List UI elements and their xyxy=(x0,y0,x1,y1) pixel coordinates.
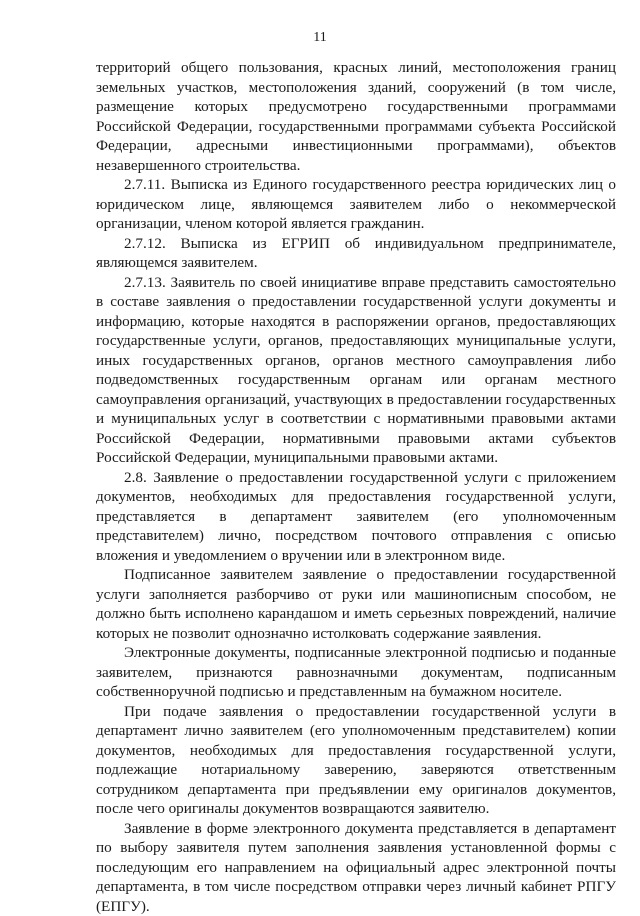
paragraph-electronic-application: Заявление в форме электронного документа представляется в департамент по выбору заявителя путем заполнения заявления установленной формы с последующим его направлением на официальный адрес электронной почты департамента, в том числе посредством отправки через личный кабинет РПГУ (ЕПГУ). xyxy=(96,819,616,916)
document-body xyxy=(96,58,616,916)
paragraph-signed-application: Подписанное заявителем заявление о предоставлении государственной услуги заполняется разборчиво от руки или машинописным способом, не должно быть исполнено карандашом и иметь серьезных повреждений, наличие которых не позволит однозначно истолковать содержание заявления. xyxy=(96,565,616,643)
paragraph-in-person-submission: При подаче заявления о предоставлении государственной услуги в департамент лично заявителем (его уполномоченным представителем) копии документов, необходимых для предоставления государственной услуги, подлежащие нотариальному заверению, заверяются ответственным сотрудником департамента при предъявлении ему оригиналов документов, после чего оригиналы документов возвращаются заявителю. xyxy=(96,702,616,819)
paragraph-2-7-11: 2.7.11. Выписка из Единого государственного реестра юридических лиц о юридическом лице, являющемся заявителем либо о некоммерческой организации, членом которой является гражданин. xyxy=(96,175,616,234)
paragraph-electronic-documents: Электронные документы, подписанные электронной подписью и поданные заявителем, признаются равнозначными документам, подписанным собственноручной подписью и представленным на бумажном носителе. xyxy=(96,643,616,702)
page-number: 11 xyxy=(0,30,640,46)
paragraph-2-7-13: 2.7.13. Заявитель по своей инициативе вправе представить самостоятельно в составе заявления о предоставлении государственной услуги документы и информацию, которые находятся в распоряжении органов, предоставляющих государственные услуги, органов, предоставляющих муниципальные услуги, иных государственных органов, органов местного самоуправления либо подведомственных государственным органам или органам местного самоуправления организаций, участвующих в предоставлении государственных и муниципальных услуг в соответствии с нормативными правовыми актами Российской Федерации, нормативными правовыми актами субъектов Российской Федерации, муниципальными правовыми актами. xyxy=(96,273,616,468)
paragraph-2-7-12: 2.7.12. Выписка из ЕГРИП об индивидуальном предпринимателе, являющемся заявителем. xyxy=(96,234,616,273)
paragraph-continuation: территорий общего пользования, красных линий, местоположения границ земельных участков, местоположения зданий, сооружений (в том числе, размещение которых предусмотрено государственными программами Российской Федерации, государственными программами субъекта Российской Федерации, адресными инвестиционными программами), объектов незавершенного строительства. xyxy=(96,58,616,175)
paragraph-2-8: 2.8. Заявление о предоставлении государственной услуги с приложением документов, необходимых для предоставления государственной услуги, представляется в департамент заявителем (его уполномоченным представителем) лично, посредством почтового отправления с описью вложения и уведомлением о вручении или в электронном виде. xyxy=(96,468,616,566)
